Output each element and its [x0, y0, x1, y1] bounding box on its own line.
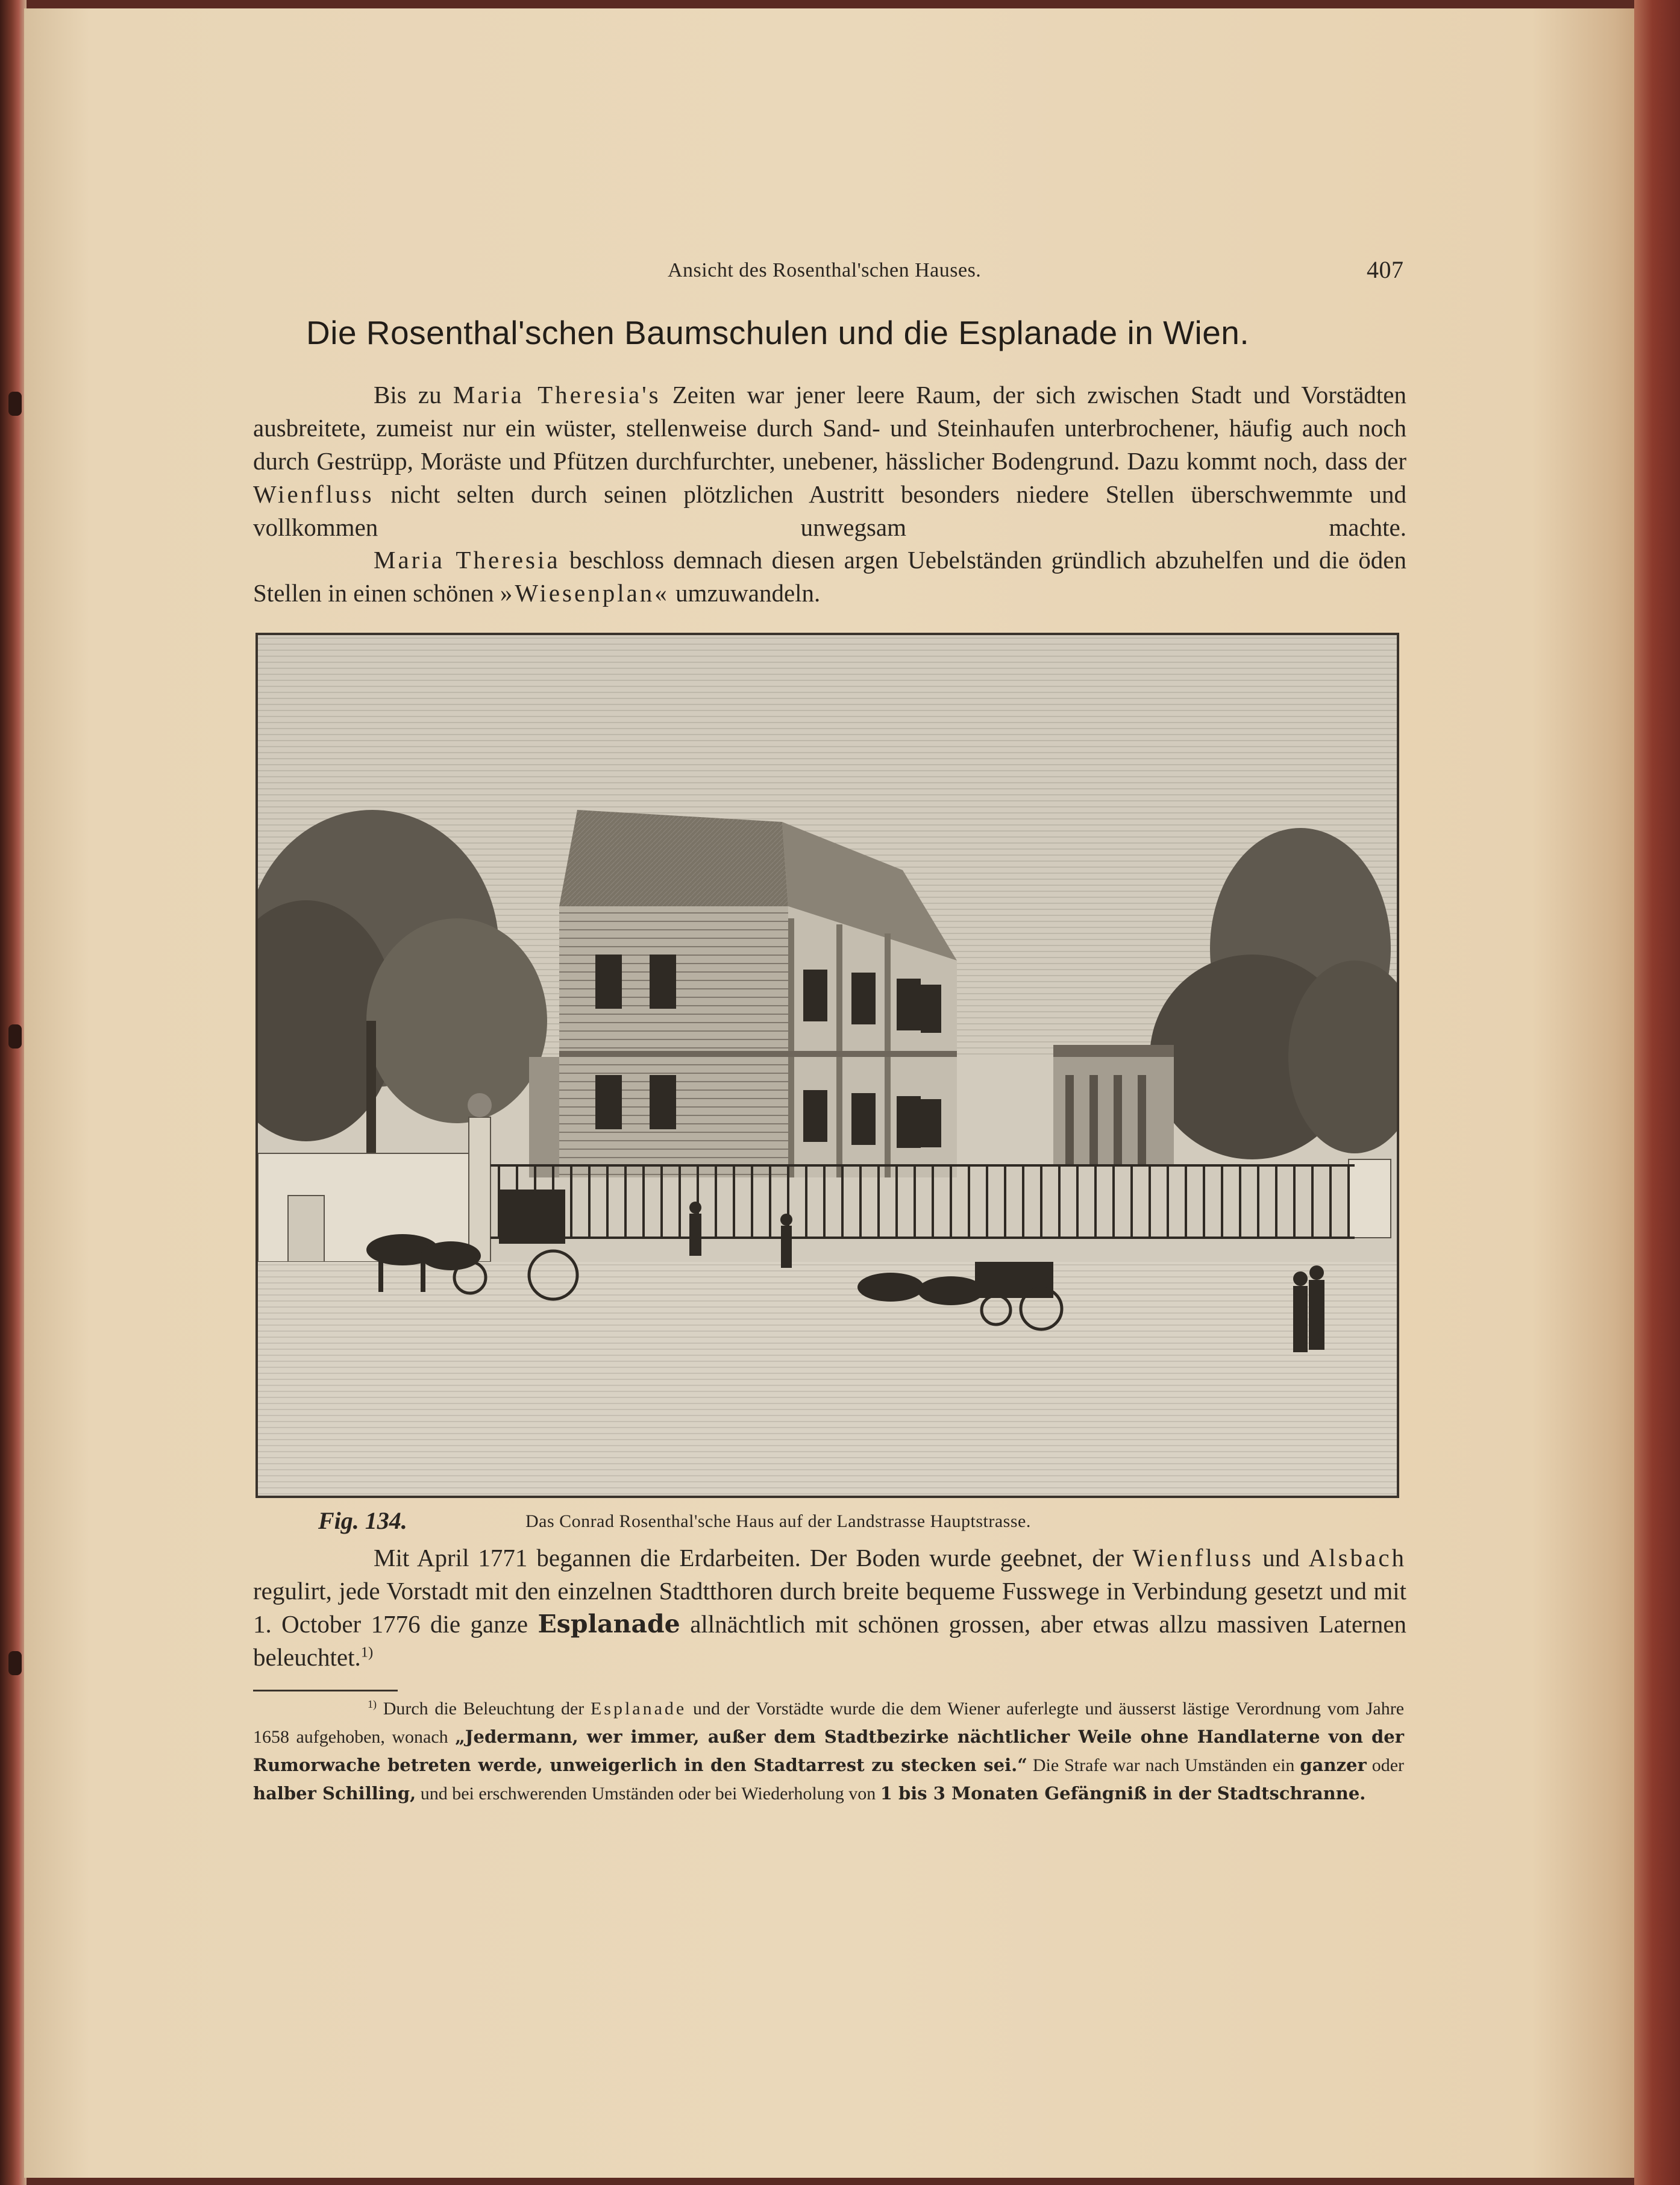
- footnote-marker: 1): [368, 1698, 377, 1710]
- name-wienfluss: Wienfluss: [1132, 1544, 1254, 1572]
- scan-edge-left: [0, 0, 27, 2185]
- colonnade: [1053, 1045, 1174, 1165]
- ordinance-quote: „Jedermann, wer immer, außer dem Stadtbezirke nächtlicher Weile ohne Handlaterne von der Rumorwache betreten werde, unweigerlich in den Stadtarrest zu stecken sei.“: [253, 1726, 1405, 1775]
- text-run: allnächtlich mit schönen grossen, aber etwas allzu massiven Laternen beleuchtet.: [253, 1610, 1407, 1671]
- book-spine-right: [1634, 0, 1680, 2185]
- term-esplanade: Esplanade: [590, 1699, 687, 1719]
- footnote-rule: [253, 1690, 398, 1691]
- binding-stitch: [8, 392, 22, 416]
- footnote-reference: 1): [360, 1644, 374, 1661]
- text-run: Zeiten war jener leere Raum, der sich zwischen Stadt und Vorstädten ausbreitete, zumeist nur ein wüster, stellenweise durch Sand- und Steinhaufen unterbrochener, häufig auch noch durch Gestrüpp, Moräste und Pfützen durchfurchter, unebener, hässlicher Bodengrund. Dazu kommt noch, dass der: [253, 381, 1406, 475]
- figure-engraving: [255, 633, 1399, 1498]
- binding-stitch: [8, 1024, 22, 1049]
- name-maria-theresia: Maria Theresia's: [453, 381, 661, 409]
- text-run: umzuwandeln.: [675, 579, 821, 607]
- street: [258, 1262, 1397, 1496]
- page-title: Die Rosenthal'schen Baumschulen und die Esplanade in Wien.: [306, 314, 1250, 351]
- engraving-illustration: [258, 635, 1397, 1496]
- term-ganzer: ganzer: [1300, 1755, 1367, 1775]
- text-run: Bis zu: [374, 381, 442, 409]
- text-run: Mit April 1771 begannen die Erdarbeiten. Der Boden wurde geebnet, der: [374, 1544, 1124, 1572]
- text-run: Die Strafe war nach Umständen ein: [1032, 1755, 1295, 1775]
- name-wienfluss: Wienfluss: [253, 480, 374, 508]
- text-run: regulirt, jede Vorstadt mit den einzelnen Stadtthoren durch breite bequeme Fusswege in Verbindung gesetzt und mit 1. October 1776 die ganze: [253, 1577, 1406, 1638]
- figure-label: Fig. 134.: [318, 1507, 407, 1534]
- footnote: [253, 1694, 1404, 1808]
- term-esplanade: Esplanade: [538, 1610, 680, 1638]
- text-run: oder: [1371, 1755, 1405, 1775]
- paragraph-1: [253, 378, 1406, 544]
- text-run: Durch die Beleuchtung der: [383, 1699, 585, 1719]
- term-months-prison: 1 bis 3 Monaten Gefängniß in der Stadtschranne.: [880, 1783, 1366, 1804]
- name-alsbach: Alsbach: [1308, 1544, 1407, 1572]
- running-title: Ansicht des Rosenthal'schen Hauses.: [668, 259, 982, 281]
- text-run: und bei erschwerenden Umständen oder bei Wiederholung von: [420, 1784, 876, 1804]
- text-run: nicht selten durch seinen plötzlichen Austritt besonders niedere Stellen überschwemmte und vollkommen unwegsam machte.: [253, 480, 1406, 541]
- paragraph-3: [253, 1541, 1406, 1674]
- figure-caption: Das Conrad Rosenthal'sche Haus auf der Landstrasse Hauptstrasse.: [525, 1511, 1031, 1531]
- term-wiesenplan: »Wiesenplan«: [500, 579, 669, 607]
- binding-stitch: [8, 1651, 22, 1675]
- text-run: und der Vorstädte wurde die dem Wiener auferlegte und äusserst lästige Verordnung vom Jahre 1658 aufgehoben, wonach: [253, 1699, 1405, 1747]
- name-maria-theresia: Maria Theresia: [374, 546, 560, 574]
- term-halber-schilling: halber Schilling,: [253, 1783, 416, 1804]
- text-run: und: [1262, 1544, 1300, 1572]
- paragraph-2: [253, 544, 1406, 610]
- text-run: beschloss demnach diesen argen Uebelständen gründlich abzuhelfen und die öden Stellen in einen schönen: [253, 546, 1407, 607]
- page-number: 407: [1367, 256, 1404, 283]
